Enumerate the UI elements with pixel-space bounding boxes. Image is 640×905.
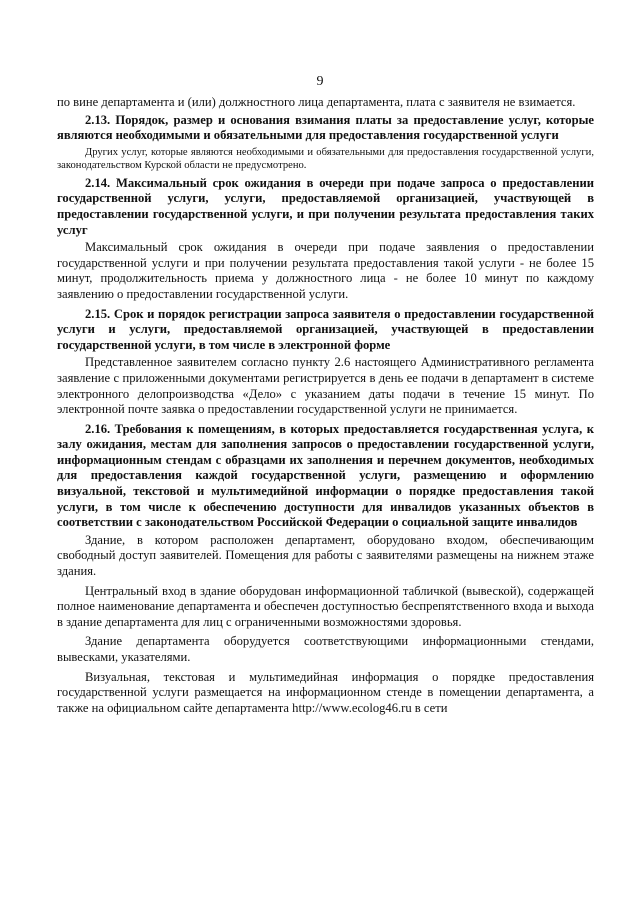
document-body [57,95,594,716]
paragraph-building-entrance: Здание, в котором расположен департамент, оборудовано входом, обеспечивающим свободный доступ заявителей. Помещения для работы с заявителями размещены на нижнем этаже здания. [57,532,594,579]
paragraph-2-13-body: Других услуг, которые являются необходимыми и обязательными для предоставления государственной услуги, законодательством Курской области не предусмотрено. [57,146,594,171]
paragraph-2-15-body: Представленное заявителем согласно пункту 2.6 настоящего Административного регламента заявление с приложенными документами регистрируется в день ее подачи в департамент в системе электронного делопроизводства «Дело» с указанием даты подачи в течение 15 минут. По электронной почте заявка о предоставлении государственной услуги не принимается. [57,355,594,417]
heading-2-13: 2.13. Порядок, размер и основания взимания платы за предоставление услуг, которые являются необходимыми и обязательными для предоставления государственной услуги [57,112,594,143]
paragraph-info-stands: Здание департамента оборудуется соответствующими информационными стендами, вывесками, указателями. [57,634,594,664]
page-number: 9 [316,74,324,89]
heading-2-14: 2.14. Максимальный срок ожидания в очереди при подаче запроса о предоставлении государственной услуги, услуги, предоставляемой организацией, участвующей в предоставлении государственной услуги, и при получении результата предоставления таких услуг [57,175,594,237]
heading-2-15: 2.15. Срок и порядок регистрации запроса заявителя о предоставлении государственной услуги и услуги, предоставляемой организацией, участвующей в предоставлении государственной услуги, в том числе в электронной форме [57,306,594,352]
paragraph-central-entrance: Центральный вход в здание оборудован информационной табличкой (вывеской), содержащей полное наименование департамента и обеспечен доступностью беспрепятственного входа и выхода в здание департамента для лиц с ограниченными возможностями здоровья. [57,583,594,629]
paragraph-fee-continuation: по вине департамента и (или) должностного лица департамента, плата с заявителя не взимается. [57,95,576,109]
paragraph-visual-info: Визуальная, текстовая и мультимедийная информация о порядке предоставления государственной услуги размещается на информационном стенде в помещении департамента, а также на официальном сайте департамента http://www.ecolog46.ru в сети [57,669,594,715]
paragraph-2-14-body: Максимальный срок ожидания в очереди при подаче заявления о предоставлении государственной услуги и при получении результата предоставления такой услуги - не более 15 минут, продолжительность приема у должностного лица - не более 10 минут по каждому заявлению о предоставлении государственной услуги. [57,240,594,301]
heading-2-16: 2.16. Требования к помещениям, в которых предоставляется государственная услуга, к залу ожидания, местам для заполнения запросов о предоставлении государственной услуги, информационным стендам с образцами их заполнения и перечнем документов, необходимых для предоставления каждой государственной услуги, размещению и оформлению визуальной, текстовой и мультимедийной информации о порядке предоставления такой услуги, в том числе к обеспечению доступности для инвалидов указанных объектов в соответствии с законодательством Российской Федерации о социальной защите инвалидов [57,421,594,530]
